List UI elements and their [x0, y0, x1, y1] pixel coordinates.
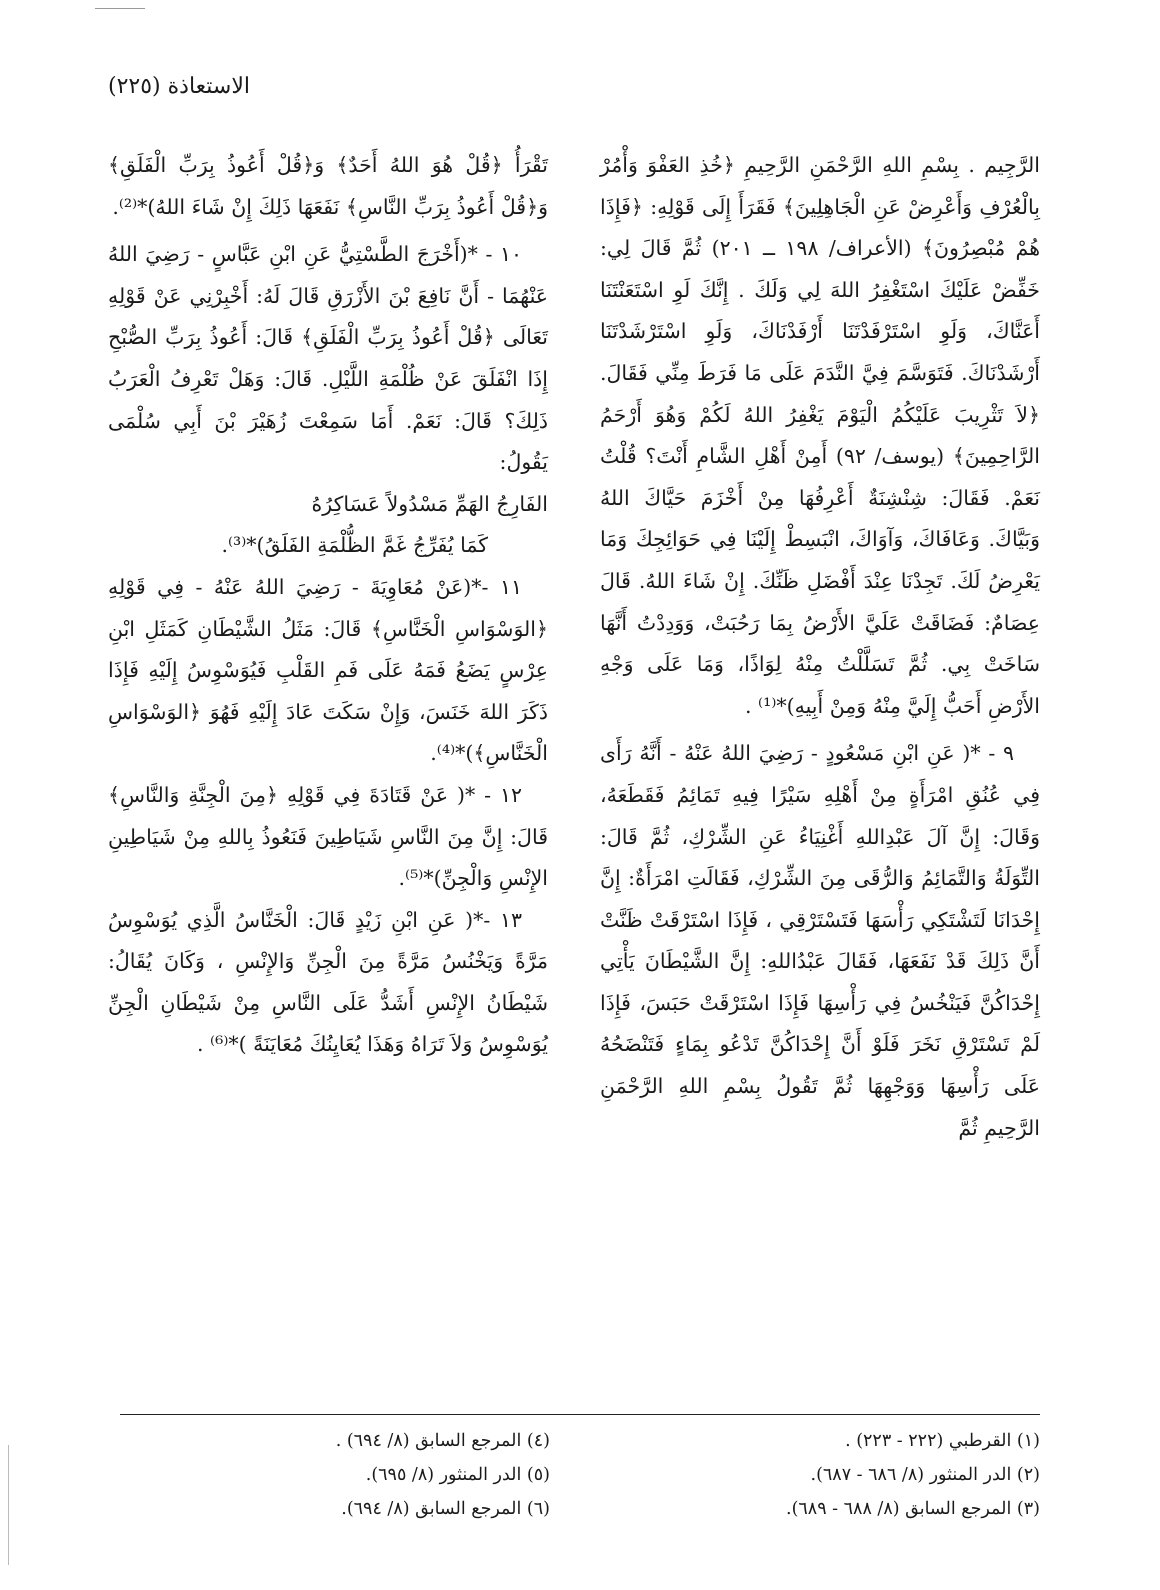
footnote-divider: [120, 1414, 1040, 1415]
footnote-4: (٤) المرجع السابق (٨/ ٦٩٤) .: [335, 1431, 550, 1451]
paragraph-11: ١١ -*(عَنْ مُعَاوِيَةَ - رَضِيَ اللهُ عَنْهُ - فِي قَوْلِهِ ﴿الوَسْوَاسِ الْخَنَّاسِ﴾ قَالَ: مَثَلُ الشَّيْطَانِ كَمَثَلِ ابْنِ عِرْسٍ يَضَعُ فَمَهُ عَلَى فَمِ القَلْبِ فَيُوَسْوِسُ إِلَيْهِ فَإِذَا ذَكَرَ اللهَ خَنَسَ، وَإِنْ سَكَتَ عَادَ إِلَيْهِ فَهُوَ ﴿الوَسْوَاسِ الْخَنَّاسِ﴾)*⁽⁴⁾.: [108, 574, 548, 766]
paragraph-10: ١٠ - *(أَخْرَجَ الطَّسْتِيُّ عَنِ ابْنِ عَبَّاسٍ - رَضِيَ اللهُ عَنْهُمَا - أَنَّ نَافِعَ بْنَ الأَزْرَقِ قَالَ لَهُ: أَخْبِرْنِي عَنْ قَوْلِهِ تَعَالَى ﴿قُلْ أَعُوذُ بِرَبِّ الْفَلَقِ﴾ قَالَ: أَعُوذُ بِرَبِّ الصُّبْحِ إِذَا انْفَلَقَ عَنْ ظُلْمَةِ اللَّيْلِ. قَالَ: وَهَلْ تَعْرِفُ الْعَرَبُ ذَلِكَ؟ قَالَ: نَعَمْ. أَمَا سَمِعْتَ زُهَيْرَ بْنَ أَبِي سُلْمَى يَقُولُ:: [108, 242, 548, 475]
footnotes-right: [600, 1424, 1040, 1526]
paragraph-13: ١٣ -*( عَنِ ابْنِ زَيْدٍ قَالَ: الْخَنَّاسُ الَّذِي يُوَسْوِسُ مَرَّةً وَيَخْنُسُ مَرَّةً مِنَ الْجِنِّ وَالإِنْسِ ، وَكَانَ يُقَالُ: شَيْطَانُ الإِنْسِ أَشَدُّ عَلَى النَّاسِ مِنْ شَيْطَانِ الْجِنِّ يُوَسْوِسُ وَلاَ تَرَاهُ وَهَذَا يُعَايِنُكَ مُعَايَنَةً )*⁽⁶⁾ .: [108, 907, 548, 1057]
footnote-2: (٢) الدر المنثور (٨/ ٦٨٦ - ٦٨٧).: [810, 1465, 1040, 1485]
page-header: الاستعاذة (٢٢٥): [108, 74, 250, 99]
paragraph-9-continued: تَقْرَأُ ﴿قُلْ هُوَ اللهُ أَحَدٌ﴾ وَ﴿قُلْ أَعُوذُ بِرَبِّ الْفَلَقِ﴾ وَ﴿قُلْ أَعُوذُ بِرَبِّ النَّاسِ﴾ نَفَعَهَا ذَلِكَ إِنْ شَاءَ اللهُ)*⁽²⁾.: [108, 153, 548, 219]
footnote-6: (٦) المرجع السابق (٨/ ٦٩٤).: [341, 1499, 550, 1519]
footnotes-left: [190, 1424, 550, 1526]
paragraph-8-continued: الرَّجِيم . بِسْمِ اللهِ الرَّحْمَنِ الرَّحِيمِ ﴿خُذِ العَفْوَ وَأْمُرْ بِالْعُرْفِ وَأَعْرِضْ عَنِ الْجَاهِلِينَ﴾ فَقَرَأَ إِلَى قَوْلِهِ: ﴿فَإِذَا هُمْ مُبْصِرُونَ﴾ (الأعراف/ ١٩٨ ــ ٢٠١) ثُمَّ قَالَ لِي: خَفِّضْ عَلَيْكَ اسْتَغْفِرُ اللهَ لِي وَلَكَ . إِنَّكَ لَوِ اسْتَعَنْتَنَا أَعَنَّاكَ، وَلَوِ اسْتَرْفَدْتَنَا أَرْفَدْنَاكَ، وَلَوِ اسْتَرْشَدْتَنَا أَرْشَدْنَاكَ. فَتَوَسَّمَ فِيَّ النَّدَمَ عَلَى مَا فَرَطَ مِنِّي فَقَالَ. ﴿لاَ تَثْرِيبَ عَلَيْكُمُ الْيَوْمَ يَغْفِرُ اللهُ لَكُمْ وَهُوَ أَرْحَمُ الرَّاحِمِينَ﴾ (يوسف/ ٩٢) أَمِنْ أَهْلِ الشَّامِ أَنْتَ؟ قُلْتُ نَعَمْ. فَقَالَ: شِنْشِنَةٌ أَعْرِفُهَا مِنْ أَخْزَمَ حَيَّاكَ اللهُ وَبَيَّاكَ. وَعَافَاكَ، وَآوَاكَ، انْبَسِطْ إِلَيْنَا فِي حَوَائِجِكَ وَمَا يَعْرِضُ لَكَ. تَجِدْنَا عِنْدَ أَفْضَلِ ظَنِّكَ. إِنْ شَاءَ اللهُ. قَالَ عِصَامٌ: فَضَاقَتْ عَلَيَّ الأَرْضُ بِمَا رَحُبَتْ، وَوَدِدْتُ أَنَّهَا سَاخَتْ بِي. ثُمَّ تَسَلَّلْتُ مِنْهُ لِوَاذًا، وَمَا عَلَى وَجْهِ الأَرْضِ أَحَبُّ إِلَيَّ مِنْهُ وَمِنْ أَبِيهِ)*⁽¹⁾ .: [600, 153, 1041, 718]
scan-margin-line: [8, 1445, 9, 1565]
top-edge-mark: [95, 8, 145, 9]
footnote-3: (٣) المرجع السابق (٨/ ٦٨٨ - ٦٨٩).: [786, 1499, 1040, 1519]
paragraph-9: ٩ - *( عَنِ ابْنِ مَسْعُودٍ - رَضِيَ اللهُ عَنْهُ - أَنَّهُ رَأَى فِي عُنُقِ امْرَأَةٍ مِنْ أَهْلِهِ سَيْرًا فِيهِ تَمَائِمُ فَقَطَعَهُ، وَقَالَ: إِنَّ آلَ عَبْدِاللهِ أَغْنِيَاءُ عَنِ الشِّرْكِ، ثُمَّ قَالَ: التِّوَلَةُ وَالتَّمَائِمُ وَالرُّقَى مِنَ الشِّرْكِ، فَقَالَتِ امْرَأَةٌ: إِنَّ إِحْدَانَا لَتَشْتَكِي رَأْسَهَا فَتَسْتَرْقِي ، فَإِذَا اسْتَرْقَتْ ظَنَّتْ أَنَّ ذَلِكَ قَدْ نَفَعَهَا، فَقَالَ عَبْدُاللهِ: إِنَّ الشَّيْطَانَ يَأْتِي إِحْدَاكُنَّ فَيَنْخُسُ فِي رَأْسِهَا فَإِذَا اسْتَرْقَتْ حَبَسَ، فَإِذَا لَمْ تَسْتَرْقِ نَخَرَ فَلَوْ أَنَّ إِحْدَاكُنَّ تَدْعُو بِمَاءٍ فَتَنْضَحُهُ عَلَى رَأْسِهَا وَوَجْهِهَا ثُمَّ تَقُولُ بِسْمِ اللهِ الرَّحْمَنِ الرَّحِيمِ ثُمَّ: [600, 741, 1040, 1140]
poem-verse-second-half: كَمَا يُفَرِّجُ غَمَّ الظُّلْمَةِ الفَلَقُ)*⁽³⁾.: [221, 533, 488, 558]
footnote-5: (٥) الدر المنثور (٨/ ٦٩٥).: [365, 1465, 550, 1485]
poem-verse-first-half: الفَارِجُ الهَمِّ مَسْدُولاً عَسَاكِرُهُ: [311, 491, 548, 516]
paragraph-12: ١٢ - *( عَنْ قَتَادَةَ فِي قَوْلِهِ ﴿مِنَ الْجِنَّةِ وَالنَّاسِ﴾ قَالَ: إِنَّ مِنَ النَّاسِ شَيَاطِينَ فَنَعُوذُ بِاللهِ مِنْ شَيَاطِينِ الإِنْسِ وَالْجِنِّ)*⁽⁵⁾.: [108, 782, 548, 891]
footnote-1: (١) القرطبي (٢٢٢ - ٢٢٣) .: [845, 1431, 1040, 1451]
right-column: [600, 145, 1040, 1149]
left-column: [108, 145, 548, 1066]
